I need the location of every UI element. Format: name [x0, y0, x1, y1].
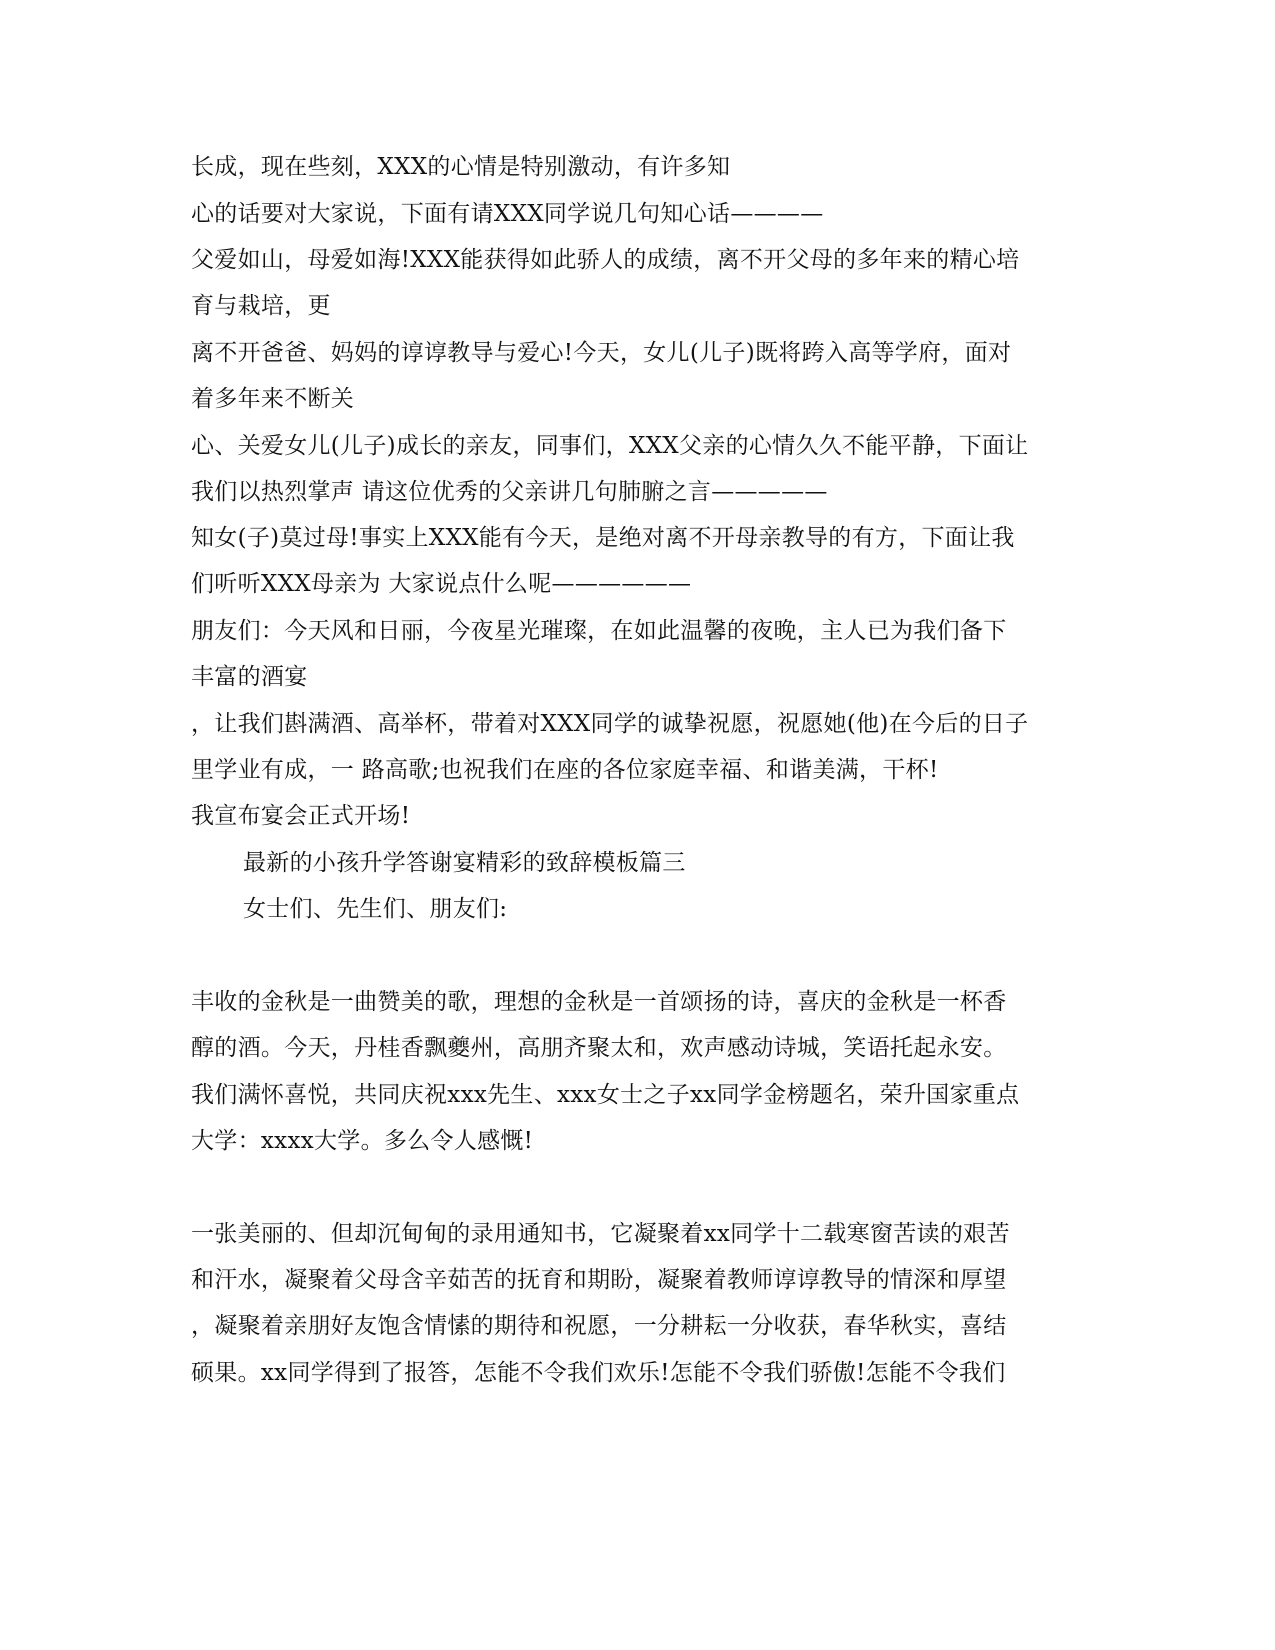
text-line: 我们以热烈掌声 请这位优秀的父亲讲几句肺腑之言—————	[191, 479, 828, 505]
text-line: ，让我们斟满酒、高举杯，带着对XXX同学的诚挚祝愿，祝愿她(他)在今后的日子	[191, 711, 1029, 737]
paragraph-line: 大学：xxxx大学。多么令人感慨!	[191, 1128, 534, 1154]
text-line: 知女(子)莫过母!事实上XXX能有今天，是绝对离不开母亲教导的有方，下面让我	[191, 525, 1015, 551]
paragraph-line: 丰收的金秋是一曲赞美的歌，理想的金秋是一首颂扬的诗，喜庆的金秋是一杯香	[191, 989, 1007, 1015]
paragraph-line: 一张美丽的、但却沉甸甸的录用通知书，它凝聚着xx同学十二载寒窗苦读的艰苦	[191, 1221, 1010, 1247]
paragraph-line: 硕果。xx同学得到了报答，怎能不令我们欢乐!怎能不令我们骄傲!怎能不令我们	[191, 1360, 1006, 1386]
section-title: 最新的小孩升学答谢宴精彩的致辞模板篇三	[243, 850, 686, 876]
text-line: 我宣布宴会正式开场!	[191, 803, 411, 829]
text-line: 着多年来不断关	[191, 386, 355, 412]
text-line: 丰富的酒宴	[191, 664, 308, 690]
paragraph-line: 醇的酒。今天，丹桂香飘夔州，高朋齐聚太和，欢声感动诗城，笑语托起永安。	[191, 1035, 1007, 1061]
text-line: 朋友们：今天风和日丽，今夜星光璀璨，在如此温馨的夜晚，主人已为我们备下	[191, 618, 1007, 644]
text-line: 心的话要对大家说，下面有请XXX同学说几句知心话————	[191, 201, 824, 227]
paragraph-line: ，凝聚着亲朋好友饱含情愫的期待和祝愿，一分耕耘一分收获，春华秋实，喜结	[191, 1313, 1007, 1339]
text-line: 们听听XXX母亲为 大家说点什么呢——————	[191, 571, 692, 597]
salutation: 女士们、先生们、朋友们:	[243, 896, 508, 922]
text-line: 离不开爸爸、妈妈的谆谆教导与爱心!今天，女儿(儿子)既将跨入高等学府，面对	[191, 340, 1012, 366]
text-line: 父爱如山，母爱如海!XXX能获得如此骄人的成绩，离不开父母的多年来的精心培	[191, 247, 1020, 273]
text-line: 育与栽培，更	[191, 293, 331, 319]
paragraph-line: 我们满怀喜悦，共同庆祝xxx先生、xxx女士之子xx同学金榜题名，荣升国家重点	[191, 1082, 1020, 1108]
text-line: 长成，现在些刻，XXX的心情是特别激动，有许多知	[191, 154, 731, 180]
text-line: 心、关爱女儿(儿子)成长的亲友，同事们，XXX父亲的心情久久不能平静，下面让	[191, 433, 1029, 459]
paragraph-line: 和汗水，凝聚着父母含辛茹苦的抚育和期盼，凝聚着教师谆谆教导的情深和厚望	[191, 1267, 1007, 1293]
text-line: 里学业有成，一 路高歌;也祝我们在座的各位家庭幸福、和谐美满，干杯!	[191, 757, 939, 783]
